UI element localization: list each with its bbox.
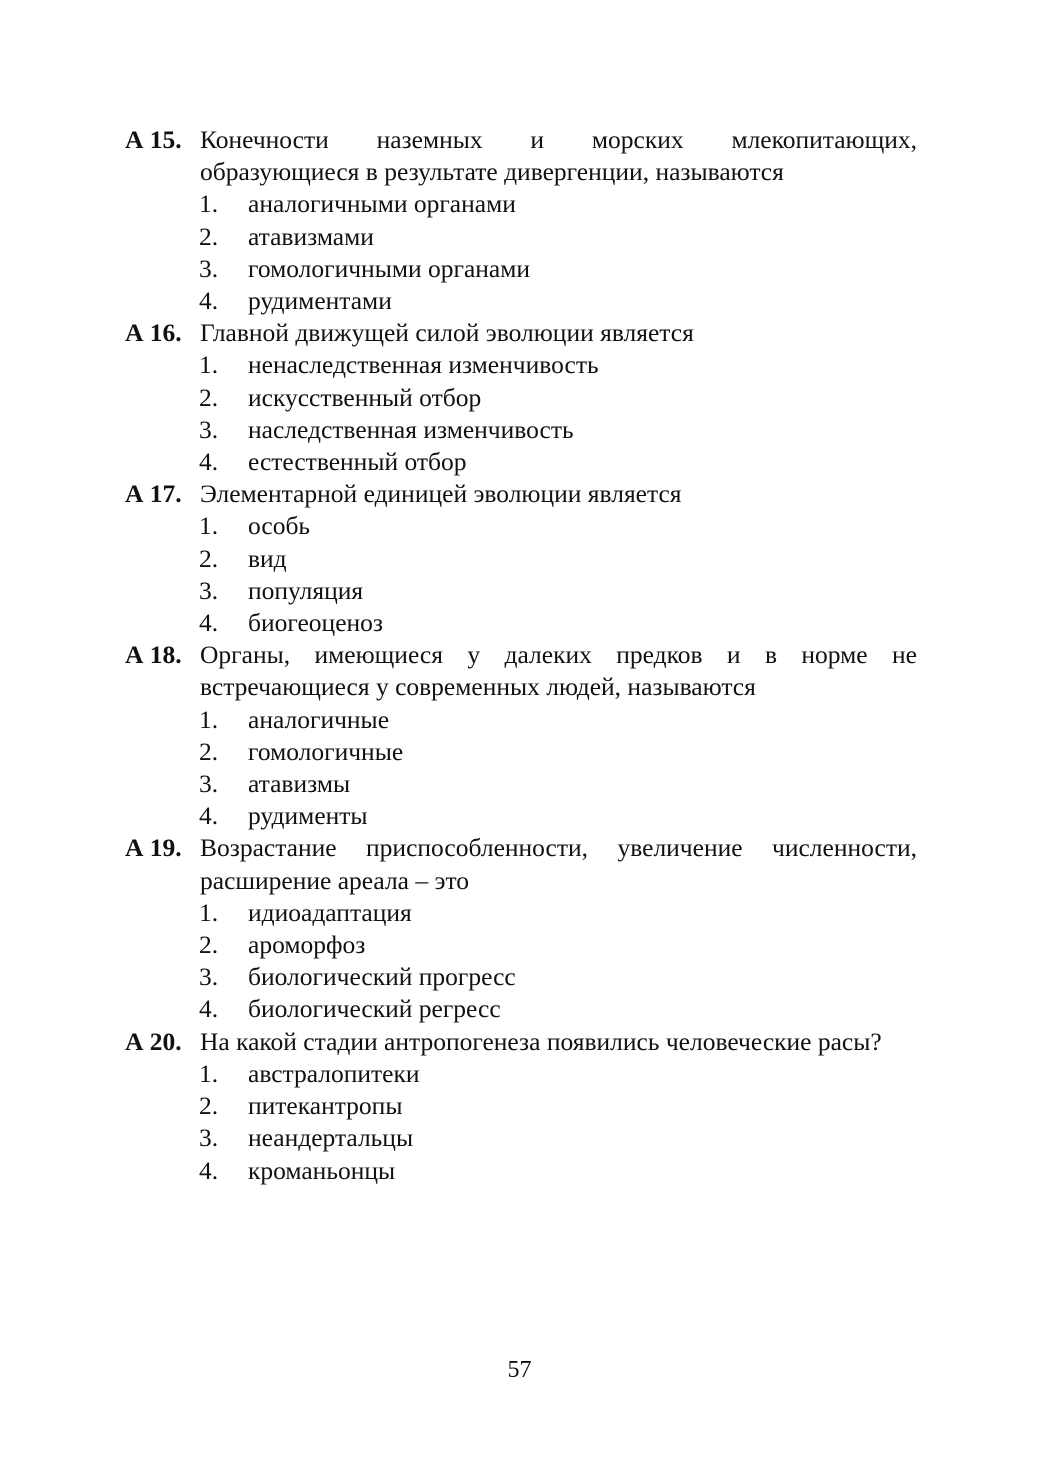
question-header xyxy=(125,478,917,510)
answer-option xyxy=(125,285,917,317)
question-a20 xyxy=(125,1026,917,1187)
option-text: особь xyxy=(248,511,311,541)
option-text: ненаследственная изменчивость xyxy=(248,350,599,380)
option-number: 4. xyxy=(199,608,219,638)
option-text: неандертальцы xyxy=(248,1123,414,1153)
option-text: гомологичными органами xyxy=(248,253,531,283)
option-number: 2. xyxy=(199,1091,219,1121)
option-number: 3. xyxy=(199,1123,219,1153)
question-a18 xyxy=(125,639,917,832)
option-number: 1. xyxy=(199,1058,219,1088)
question-number: А 16. xyxy=(125,318,182,348)
option-text: аналогичные xyxy=(248,704,390,734)
question-text: Конечности наземных и морских млекопитающих, образующиеся в результате дивергенции, называются xyxy=(200,125,917,187)
answer-option xyxy=(125,929,917,961)
option-text: атавизмами xyxy=(248,221,374,251)
option-number: 2. xyxy=(199,736,219,766)
page-number: 57 xyxy=(507,1357,532,1383)
question-header xyxy=(125,317,917,349)
answer-option xyxy=(125,382,917,414)
answer-option xyxy=(125,800,917,832)
question-number: А 17. xyxy=(125,479,182,509)
answer-option xyxy=(125,446,917,478)
question-number: А 18. xyxy=(125,640,182,670)
option-text: наследственная изменчивость xyxy=(248,414,574,444)
option-number: 2. xyxy=(199,543,219,573)
answer-option xyxy=(125,349,917,381)
question-header xyxy=(125,1026,917,1058)
option-text: аналогичными органами xyxy=(248,189,516,219)
option-number: 3. xyxy=(199,769,219,799)
question-text: Органы, имеющиеся у далеких предков и в норме не встречающиеся у современных людей, называются xyxy=(200,640,917,702)
option-number: 1. xyxy=(199,897,219,927)
question-a17 xyxy=(125,478,917,639)
question-text: Элементарной единицей эволюции является xyxy=(200,479,682,509)
answer-option xyxy=(125,575,917,607)
answer-options xyxy=(125,349,917,478)
option-number: 1. xyxy=(199,704,219,734)
option-text: кроманьонцы xyxy=(248,1155,396,1185)
answer-option xyxy=(125,188,917,220)
option-number: 4. xyxy=(199,286,219,316)
option-number: 1. xyxy=(199,189,219,219)
option-text: естественный отбор xyxy=(248,447,467,477)
option-text: атавизмы xyxy=(248,769,351,799)
option-number: 4. xyxy=(199,1155,219,1185)
option-text: биологический прогресс xyxy=(248,962,516,992)
question-text: На какой стадии антропогенеза появились человеческие расы? xyxy=(200,1026,882,1056)
answer-option xyxy=(125,221,917,253)
option-text: вид xyxy=(248,543,287,573)
question-list xyxy=(125,124,917,1187)
question-header xyxy=(125,639,917,703)
option-text: рудименты xyxy=(248,801,368,831)
answer-option xyxy=(125,704,917,736)
answer-options xyxy=(125,510,917,639)
answer-option xyxy=(125,510,917,542)
answer-option xyxy=(125,897,917,929)
option-text: ароморфоз xyxy=(248,930,366,960)
option-number: 3. xyxy=(199,414,219,444)
option-text: биологический регресс xyxy=(248,994,501,1024)
answer-options xyxy=(125,704,917,833)
answer-option xyxy=(125,1155,917,1187)
option-number: 3. xyxy=(199,575,219,605)
answer-option xyxy=(125,607,917,639)
answer-option xyxy=(125,253,917,285)
option-text: питекантропы xyxy=(248,1091,403,1121)
answer-option xyxy=(125,543,917,575)
question-header xyxy=(125,124,917,188)
question-number: А 20. xyxy=(125,1026,182,1056)
option-number: 1. xyxy=(199,511,219,541)
question-a15 xyxy=(125,124,917,317)
option-number: 3. xyxy=(199,253,219,283)
option-number: 2. xyxy=(199,221,219,251)
answer-option xyxy=(125,1122,917,1154)
option-text: австралопитеки xyxy=(248,1058,420,1088)
question-header xyxy=(125,832,917,896)
option-number: 3. xyxy=(199,962,219,992)
answer-option xyxy=(125,1090,917,1122)
option-text: популяция xyxy=(248,575,364,605)
option-number: 1. xyxy=(199,350,219,380)
answer-option xyxy=(125,961,917,993)
question-a16 xyxy=(125,317,917,478)
answer-options xyxy=(125,188,917,317)
option-number: 4. xyxy=(199,994,219,1024)
answer-options xyxy=(125,1058,917,1187)
question-a19 xyxy=(125,832,917,1025)
answer-option xyxy=(125,993,917,1025)
question-number: А 19. xyxy=(125,833,182,863)
answer-option xyxy=(125,1058,917,1090)
option-number: 4. xyxy=(199,801,219,831)
answer-option xyxy=(125,768,917,800)
option-text: гомологичные xyxy=(248,736,404,766)
option-text: рудиментами xyxy=(248,286,392,316)
answer-option xyxy=(125,414,917,446)
question-text: Главной движущей силой эволюции является xyxy=(200,318,694,348)
question-text: Возрастание приспособленности, увеличение численности, расширение ареала – это xyxy=(200,833,917,895)
option-number: 2. xyxy=(199,930,219,960)
question-number: А 15. xyxy=(125,125,182,154)
option-text: биогеоценоз xyxy=(248,608,383,638)
option-number: 4. xyxy=(199,447,219,477)
option-text: искусственный отбор xyxy=(248,382,482,412)
answer-option xyxy=(125,736,917,768)
answer-options xyxy=(125,897,917,1026)
option-text: идиоадаптация xyxy=(248,897,412,927)
option-number: 2. xyxy=(199,382,219,412)
